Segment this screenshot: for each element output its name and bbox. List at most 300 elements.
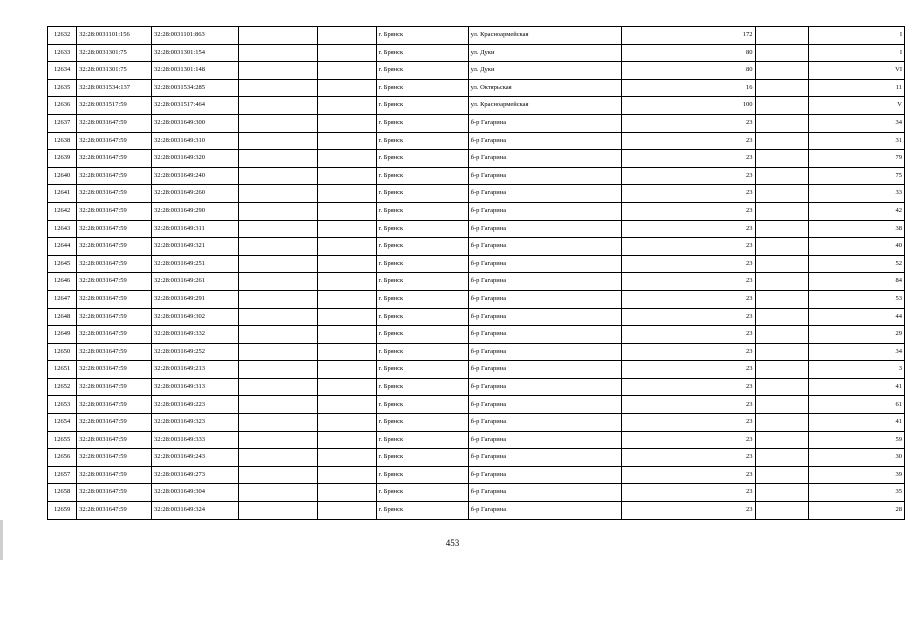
cell-empty <box>318 150 376 168</box>
cell-empty <box>238 326 318 344</box>
cell-empty <box>755 502 809 520</box>
table-row <box>48 290 905 308</box>
cell-row-number: 12644 <box>48 238 77 256</box>
table-row <box>48 255 905 273</box>
cell-empty <box>318 44 376 62</box>
table-row <box>48 114 905 132</box>
table-row <box>48 378 905 396</box>
cell-empty <box>318 62 376 80</box>
page-number: 453 <box>445 538 460 548</box>
cell-street: б-р Гагарина <box>468 238 621 256</box>
cell-city: г. Брянск <box>376 132 468 150</box>
table-row <box>48 185 905 203</box>
cell-apartment-number: 75 <box>809 167 905 185</box>
cell-parcel-cadastral-number: 32:28:0031647:59 <box>77 343 152 361</box>
cell-object-cadastral-number: 32:28:0031649:324 <box>152 502 239 520</box>
table-row <box>48 343 905 361</box>
cell-apartment-number: 33 <box>809 185 905 203</box>
cell-city: г. Брянск <box>376 167 468 185</box>
cell-city: г. Брянск <box>376 308 468 326</box>
cell-row-number: 12635 <box>48 79 77 97</box>
cell-city: г. Брянск <box>376 44 468 62</box>
cell-empty <box>755 308 809 326</box>
cell-apartment-number: 84 <box>809 273 905 291</box>
table-row <box>48 273 905 291</box>
cell-apartment-number: 34 <box>809 343 905 361</box>
cell-object-cadastral-number: 32:28:0031649:213 <box>152 361 239 379</box>
cell-object-cadastral-number: 32:28:0031649:320 <box>152 150 239 168</box>
cell-street: б-р Гагарина <box>468 414 621 432</box>
cell-empty <box>238 255 318 273</box>
cell-empty <box>755 378 809 396</box>
cell-apartment-number: 61 <box>809 396 905 414</box>
cell-city: г. Брянск <box>376 150 468 168</box>
cell-object-cadastral-number: 32:28:0031649:302 <box>152 308 239 326</box>
cell-object-cadastral-number: 32:28:0031649:243 <box>152 449 239 467</box>
cell-street: б-р Гагарина <box>468 185 621 203</box>
cell-city: г. Брянск <box>376 449 468 467</box>
cell-street: б-р Гагарина <box>468 202 621 220</box>
cell-house-number: 23 <box>621 185 755 203</box>
cell-city: г. Брянск <box>376 290 468 308</box>
table-row <box>48 396 905 414</box>
cell-row-number: 12639 <box>48 150 77 168</box>
cell-city: г. Брянск <box>376 326 468 344</box>
cell-apartment-number: 41 <box>809 378 905 396</box>
cell-house-number: 23 <box>621 466 755 484</box>
table-row <box>48 167 905 185</box>
cell-apartment-number: 11 <box>809 79 905 97</box>
cell-city: г. Брянск <box>376 378 468 396</box>
cell-empty <box>238 202 318 220</box>
scan-edge-mark <box>0 520 3 560</box>
cell-parcel-cadastral-number: 32:28:0031647:59 <box>77 378 152 396</box>
cell-house-number: 80 <box>621 62 755 80</box>
cell-row-number: 12637 <box>48 114 77 132</box>
cell-street: б-р Гагарина <box>468 255 621 273</box>
cell-street: б-р Гагарина <box>468 326 621 344</box>
cell-street: б-р Гагарина <box>468 167 621 185</box>
cell-apartment-number: 52 <box>809 255 905 273</box>
cell-apartment-number: 41 <box>809 414 905 432</box>
cell-parcel-cadastral-number: 32:28:0031301:75 <box>77 62 152 80</box>
cell-empty <box>238 185 318 203</box>
cell-empty <box>755 27 809 45</box>
cell-empty <box>238 431 318 449</box>
cell-street: б-р Гагарина <box>468 502 621 520</box>
cell-empty <box>238 114 318 132</box>
cell-city: г. Брянск <box>376 62 468 80</box>
cell-apartment-number: 38 <box>809 220 905 238</box>
cell-row-number: 12655 <box>48 431 77 449</box>
cell-city: г. Брянск <box>376 79 468 97</box>
cell-empty <box>238 167 318 185</box>
cell-object-cadastral-number: 32:28:0031517:464 <box>152 97 239 115</box>
cell-object-cadastral-number: 32:28:0031649:251 <box>152 255 239 273</box>
cell-row-number: 12636 <box>48 97 77 115</box>
cell-city: г. Брянск <box>376 27 468 45</box>
cell-parcel-cadastral-number: 32:28:0031647:59 <box>77 255 152 273</box>
cell-parcel-cadastral-number: 32:28:0031647:59 <box>77 326 152 344</box>
cell-object-cadastral-number: 32:28:0031649:260 <box>152 185 239 203</box>
cell-city: г. Брянск <box>376 484 468 502</box>
cell-object-cadastral-number: 32:28:0031649:311 <box>152 220 239 238</box>
cell-street: б-р Гагарина <box>468 308 621 326</box>
cell-row-number: 12638 <box>48 132 77 150</box>
cell-empty <box>318 378 376 396</box>
cell-city: г. Брянск <box>376 238 468 256</box>
cell-empty <box>755 238 809 256</box>
table-row <box>48 220 905 238</box>
cell-object-cadastral-number: 32:28:0031649:304 <box>152 484 239 502</box>
cell-street: ул. Дуки <box>468 62 621 80</box>
cell-street: ул. Дуки <box>468 44 621 62</box>
cell-house-number: 23 <box>621 361 755 379</box>
cell-empty <box>318 396 376 414</box>
table-row <box>48 308 905 326</box>
cell-object-cadastral-number: 32:28:0031649:223 <box>152 396 239 414</box>
cell-house-number: 23 <box>621 220 755 238</box>
cell-parcel-cadastral-number: 32:28:0031647:59 <box>77 502 152 520</box>
cell-parcel-cadastral-number: 32:28:0031301:75 <box>77 44 152 62</box>
cell-empty <box>238 220 318 238</box>
cell-empty <box>318 114 376 132</box>
cell-empty <box>318 238 376 256</box>
cell-empty <box>238 44 318 62</box>
cell-parcel-cadastral-number: 32:28:0031647:59 <box>77 414 152 432</box>
cell-empty <box>318 308 376 326</box>
cell-street: б-р Гагарина <box>468 431 621 449</box>
cell-apartment-number: 29 <box>809 326 905 344</box>
table-row <box>48 62 905 80</box>
cell-apartment-number: 53 <box>809 290 905 308</box>
table-row <box>48 484 905 502</box>
cell-apartment-number: 42 <box>809 202 905 220</box>
cell-empty <box>755 44 809 62</box>
cell-empty <box>755 220 809 238</box>
cell-row-number: 12634 <box>48 62 77 80</box>
cell-city: г. Брянск <box>376 343 468 361</box>
table-row <box>48 79 905 97</box>
table-row <box>48 44 905 62</box>
cell-empty <box>755 396 809 414</box>
cell-empty <box>238 378 318 396</box>
cell-street: б-р Гагарина <box>468 466 621 484</box>
cell-parcel-cadastral-number: 32:28:0031647:59 <box>77 308 152 326</box>
cell-empty <box>755 97 809 115</box>
cell-row-number: 12657 <box>48 466 77 484</box>
cell-house-number: 23 <box>621 414 755 432</box>
cell-street: б-р Гагарина <box>468 343 621 361</box>
cell-city: г. Брянск <box>376 466 468 484</box>
cell-empty <box>755 185 809 203</box>
cell-empty <box>318 326 376 344</box>
table-row <box>48 326 905 344</box>
cell-empty <box>755 466 809 484</box>
cell-street: б-р Гагарина <box>468 396 621 414</box>
cell-row-number: 12648 <box>48 308 77 326</box>
cell-empty <box>238 290 318 308</box>
cell-empty <box>238 396 318 414</box>
cell-parcel-cadastral-number: 32:28:0031647:59 <box>77 238 152 256</box>
cell-house-number: 23 <box>621 202 755 220</box>
cell-street: б-р Гагарина <box>468 449 621 467</box>
cell-object-cadastral-number: 32:28:0031649:333 <box>152 431 239 449</box>
cell-row-number: 12643 <box>48 220 77 238</box>
cell-street: б-р Гагарина <box>468 132 621 150</box>
cell-row-number: 12642 <box>48 202 77 220</box>
cell-parcel-cadastral-number: 32:28:0031101:156 <box>77 27 152 45</box>
cell-empty <box>755 79 809 97</box>
cell-house-number: 23 <box>621 484 755 502</box>
cell-street: б-р Гагарина <box>468 290 621 308</box>
cell-empty <box>318 431 376 449</box>
cell-empty <box>238 97 318 115</box>
cell-parcel-cadastral-number: 32:28:0031647:59 <box>77 220 152 238</box>
table-row <box>48 414 905 432</box>
cell-house-number: 23 <box>621 290 755 308</box>
cell-empty <box>318 220 376 238</box>
cell-empty <box>755 290 809 308</box>
table-row <box>48 466 905 484</box>
table-row <box>48 202 905 220</box>
cell-parcel-cadastral-number: 32:28:0031647:59 <box>77 290 152 308</box>
cell-empty <box>755 414 809 432</box>
cell-house-number: 172 <box>621 27 755 45</box>
cell-house-number: 100 <box>621 97 755 115</box>
cell-object-cadastral-number: 32:28:0031534:285 <box>152 79 239 97</box>
cell-empty <box>755 361 809 379</box>
cell-object-cadastral-number: 32:28:0031649:313 <box>152 378 239 396</box>
cell-apartment-number: 39 <box>809 466 905 484</box>
cell-street: ул. Красноармейская <box>468 97 621 115</box>
cell-house-number: 23 <box>621 343 755 361</box>
cell-city: г. Брянск <box>376 97 468 115</box>
table-row <box>48 132 905 150</box>
cell-apartment-number: 79 <box>809 150 905 168</box>
cell-object-cadastral-number: 32:28:0031649:261 <box>152 273 239 291</box>
cell-row-number: 12653 <box>48 396 77 414</box>
cell-house-number: 23 <box>621 308 755 326</box>
cell-city: г. Брянск <box>376 502 468 520</box>
cell-row-number: 12641 <box>48 185 77 203</box>
cell-empty <box>318 97 376 115</box>
cell-street: б-р Гагарина <box>468 220 621 238</box>
cell-row-number: 12652 <box>48 378 77 396</box>
cell-row-number: 12658 <box>48 484 77 502</box>
cell-empty <box>318 502 376 520</box>
cell-empty <box>238 62 318 80</box>
cell-object-cadastral-number: 32:28:0031649:321 <box>152 238 239 256</box>
cell-street: ул. Красноармейская <box>468 27 621 45</box>
cell-apartment-number: I <box>809 44 905 62</box>
cell-parcel-cadastral-number: 32:28:0031647:59 <box>77 114 152 132</box>
cell-house-number: 23 <box>621 396 755 414</box>
cell-empty <box>318 290 376 308</box>
cell-empty <box>318 202 376 220</box>
cell-empty <box>755 150 809 168</box>
cell-apartment-number: I <box>809 27 905 45</box>
cell-empty <box>238 466 318 484</box>
table-row <box>48 238 905 256</box>
cell-object-cadastral-number: 32:28:0031649:310 <box>152 132 239 150</box>
cell-parcel-cadastral-number: 32:28:0031647:59 <box>77 185 152 203</box>
cell-house-number: 23 <box>621 431 755 449</box>
table-row <box>48 97 905 115</box>
cell-apartment-number: 3 <box>809 361 905 379</box>
cell-apartment-number: 44 <box>809 308 905 326</box>
cell-apartment-number: 59 <box>809 431 905 449</box>
cell-city: г. Брянск <box>376 431 468 449</box>
table-row <box>48 502 905 520</box>
cell-house-number: 23 <box>621 326 755 344</box>
cell-empty <box>318 466 376 484</box>
cell-empty <box>755 431 809 449</box>
cell-empty <box>755 484 809 502</box>
cell-empty <box>318 27 376 45</box>
cell-empty <box>318 132 376 150</box>
cell-row-number: 12649 <box>48 326 77 344</box>
table-row <box>48 431 905 449</box>
cell-house-number: 23 <box>621 132 755 150</box>
cell-object-cadastral-number: 32:28:0031649:273 <box>152 466 239 484</box>
cell-empty <box>238 414 318 432</box>
cell-object-cadastral-number: 32:28:0031649:291 <box>152 290 239 308</box>
cell-parcel-cadastral-number: 32:28:0031647:59 <box>77 273 152 291</box>
cell-apartment-number: 28 <box>809 502 905 520</box>
cell-parcel-cadastral-number: 32:28:0031647:59 <box>77 167 152 185</box>
cell-empty <box>238 502 318 520</box>
cell-house-number: 16 <box>621 79 755 97</box>
cell-empty <box>755 343 809 361</box>
cell-row-number: 12650 <box>48 343 77 361</box>
cell-object-cadastral-number: 32:28:0031649:290 <box>152 202 239 220</box>
cell-row-number: 12632 <box>48 27 77 45</box>
cell-apartment-number: 31 <box>809 132 905 150</box>
cell-house-number: 23 <box>621 167 755 185</box>
cell-house-number: 23 <box>621 449 755 467</box>
cell-parcel-cadastral-number: 32:28:0031647:59 <box>77 132 152 150</box>
cell-empty <box>318 449 376 467</box>
cell-empty <box>238 273 318 291</box>
cell-apartment-number: V <box>809 97 905 115</box>
cell-house-number: 23 <box>621 255 755 273</box>
cell-city: г. Брянск <box>376 255 468 273</box>
cell-city: г. Брянск <box>376 202 468 220</box>
cell-object-cadastral-number: 32:28:0031649:240 <box>152 167 239 185</box>
cell-house-number: 23 <box>621 502 755 520</box>
cell-empty <box>755 273 809 291</box>
cell-empty <box>318 79 376 97</box>
cell-empty <box>318 484 376 502</box>
table-row <box>48 27 905 45</box>
cell-empty <box>755 167 809 185</box>
cell-object-cadastral-number: 32:28:0031649:332 <box>152 326 239 344</box>
cell-street: ул. Октярьская <box>468 79 621 97</box>
cell-apartment-number: 35 <box>809 484 905 502</box>
cell-parcel-cadastral-number: 32:28:0031647:59 <box>77 361 152 379</box>
cell-empty <box>238 361 318 379</box>
cell-empty <box>318 343 376 361</box>
cell-row-number: 12633 <box>48 44 77 62</box>
cell-apartment-number: 40 <box>809 238 905 256</box>
cell-house-number: 23 <box>621 114 755 132</box>
cell-row-number: 12646 <box>48 273 77 291</box>
cell-parcel-cadastral-number: 32:28:0031647:59 <box>77 431 152 449</box>
cell-empty <box>238 308 318 326</box>
cell-street: б-р Гагарина <box>468 114 621 132</box>
cell-house-number: 23 <box>621 273 755 291</box>
cell-object-cadastral-number: 32:28:0031301:148 <box>152 62 239 80</box>
cell-apartment-number: 30 <box>809 449 905 467</box>
cell-object-cadastral-number: 32:28:0031101:863 <box>152 27 239 45</box>
cell-city: г. Брянск <box>376 220 468 238</box>
cell-row-number: 12647 <box>48 290 77 308</box>
cell-empty <box>318 167 376 185</box>
cell-row-number: 12656 <box>48 449 77 467</box>
cell-street: б-р Гагарина <box>468 273 621 291</box>
table-row <box>48 361 905 379</box>
cell-row-number: 12640 <box>48 167 77 185</box>
cell-object-cadastral-number: 32:28:0031649:252 <box>152 343 239 361</box>
cell-empty <box>755 202 809 220</box>
cell-empty <box>238 27 318 45</box>
cell-empty <box>755 326 809 344</box>
cell-row-number: 12659 <box>48 502 77 520</box>
cell-house-number: 80 <box>621 44 755 62</box>
cell-empty <box>238 484 318 502</box>
cell-empty <box>318 273 376 291</box>
cell-parcel-cadastral-number: 32:28:0031534:137 <box>77 79 152 97</box>
cell-empty <box>318 185 376 203</box>
cell-city: г. Брянск <box>376 396 468 414</box>
cell-empty <box>238 132 318 150</box>
cell-apartment-number: VI <box>809 62 905 80</box>
cell-house-number: 23 <box>621 378 755 396</box>
cell-street: б-р Гагарина <box>468 361 621 379</box>
cell-street: б-р Гагарина <box>468 150 621 168</box>
cell-empty <box>238 150 318 168</box>
cell-row-number: 12645 <box>48 255 77 273</box>
cell-city: г. Брянск <box>376 361 468 379</box>
cell-object-cadastral-number: 32:28:0031301:154 <box>152 44 239 62</box>
cell-empty <box>755 449 809 467</box>
cell-street: б-р Гагарина <box>468 378 621 396</box>
cell-object-cadastral-number: 32:28:0031649:323 <box>152 414 239 432</box>
cell-empty <box>238 343 318 361</box>
cell-empty <box>755 62 809 80</box>
cell-parcel-cadastral-number: 32:28:0031647:59 <box>77 396 152 414</box>
cell-parcel-cadastral-number: 32:28:0031647:59 <box>77 449 152 467</box>
table-body <box>48 27 905 520</box>
table-row <box>48 449 905 467</box>
cell-city: г. Брянск <box>376 273 468 291</box>
cell-parcel-cadastral-number: 32:28:0031647:59 <box>77 202 152 220</box>
cell-city: г. Брянск <box>376 414 468 432</box>
cell-object-cadastral-number: 32:28:0031649:300 <box>152 114 239 132</box>
cell-street: б-р Гагарина <box>468 484 621 502</box>
cell-empty <box>755 255 809 273</box>
cell-empty <box>318 361 376 379</box>
cell-house-number: 23 <box>621 150 755 168</box>
cell-parcel-cadastral-number: 32:28:0031647:59 <box>77 484 152 502</box>
cell-city: г. Брянск <box>376 114 468 132</box>
cell-parcel-cadastral-number: 32:28:0031517:59 <box>77 97 152 115</box>
cell-empty <box>318 255 376 273</box>
cell-empty <box>238 79 318 97</box>
table-row <box>48 150 905 168</box>
cell-apartment-number: 34 <box>809 114 905 132</box>
